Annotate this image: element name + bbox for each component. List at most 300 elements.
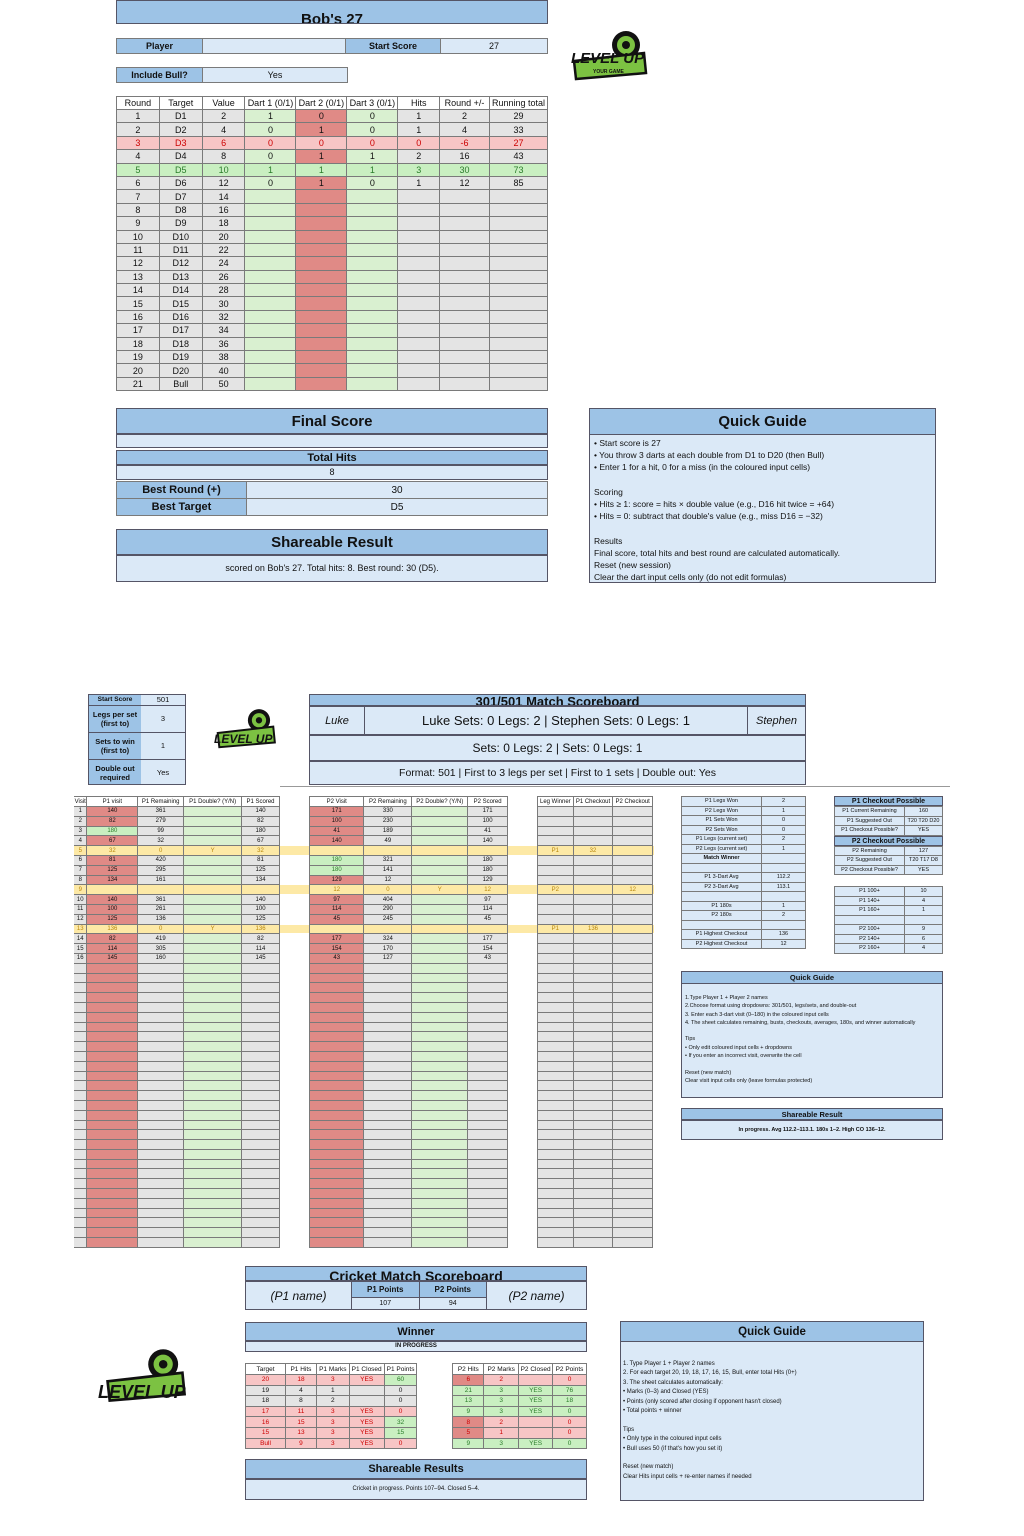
table-cell[interactable]: 180 bbox=[310, 855, 364, 865]
table-cell[interactable]: 0 bbox=[245, 136, 296, 149]
table-cell[interactable] bbox=[412, 1110, 468, 1120]
stat-row bbox=[835, 925, 943, 935]
table-cell[interactable] bbox=[184, 1042, 242, 1052]
table-cell[interactable] bbox=[184, 1012, 242, 1022]
table-cell[interactable]: 81 bbox=[87, 855, 138, 865]
table-cell[interactable] bbox=[296, 364, 347, 377]
cricket-p1-name[interactable]: (P1 name) bbox=[246, 1282, 352, 1309]
table-cell[interactable] bbox=[310, 1051, 364, 1061]
table-cell[interactable] bbox=[87, 1012, 138, 1022]
table-cell[interactable]: 177 bbox=[310, 934, 364, 944]
table-cell[interactable] bbox=[310, 1012, 364, 1022]
table-cell[interactable] bbox=[184, 1179, 242, 1189]
include-bull-select[interactable]: Yes bbox=[203, 68, 348, 83]
table-cell[interactable] bbox=[347, 230, 398, 243]
table-cell[interactable] bbox=[310, 1061, 364, 1071]
table-cell[interactable] bbox=[412, 953, 468, 963]
table-cell[interactable]: Y bbox=[412, 885, 468, 895]
table-cell[interactable]: 41 bbox=[310, 826, 364, 836]
column-header: P2 Scored bbox=[468, 797, 508, 807]
table-cell[interactable] bbox=[296, 257, 347, 270]
table-cell[interactable] bbox=[347, 364, 398, 377]
table-cell bbox=[440, 203, 490, 216]
table-cell[interactable]: 1 bbox=[245, 163, 296, 176]
table-cell[interactable] bbox=[184, 904, 242, 914]
table-cell bbox=[538, 1169, 574, 1179]
table-cell[interactable]: 145 bbox=[87, 953, 138, 963]
table-cell[interactable] bbox=[87, 1091, 138, 1101]
table-cell[interactable]: 134 bbox=[87, 875, 138, 885]
table-cell[interactable] bbox=[347, 324, 398, 337]
table-cell[interactable] bbox=[310, 1120, 364, 1130]
table-cell[interactable]: 129 bbox=[310, 875, 364, 885]
table-cell[interactable]: 13 bbox=[286, 1427, 317, 1438]
table-cell[interactable] bbox=[87, 1002, 138, 1012]
table-cell[interactable] bbox=[296, 243, 347, 256]
table-cell[interactable] bbox=[412, 983, 468, 993]
table-cell[interactable] bbox=[87, 1061, 138, 1071]
table-cell[interactable] bbox=[296, 217, 347, 230]
logo-subtext: YOUR GAME bbox=[593, 69, 624, 75]
table-cell[interactable] bbox=[184, 895, 242, 905]
table-cell: 32 bbox=[573, 846, 613, 856]
table-cell[interactable] bbox=[184, 1198, 242, 1208]
table-cell[interactable] bbox=[412, 846, 468, 856]
table-cell[interactable] bbox=[310, 1169, 364, 1179]
table-cell[interactable] bbox=[412, 895, 468, 905]
stat-label: P2 Remaining bbox=[835, 846, 905, 856]
table-cell[interactable] bbox=[310, 1189, 364, 1199]
table-cell[interactable] bbox=[184, 1238, 242, 1248]
p1-name[interactable]: Luke bbox=[310, 707, 365, 734]
table-cell[interactable] bbox=[412, 1091, 468, 1101]
table-cell[interactable] bbox=[87, 1159, 138, 1169]
table-cell[interactable]: 32 bbox=[87, 846, 138, 856]
table-cell[interactable] bbox=[245, 270, 296, 283]
table-cell[interactable] bbox=[412, 1169, 468, 1179]
table-cell[interactable]: 140 bbox=[87, 807, 138, 817]
table-cell[interactable]: 154 bbox=[310, 944, 364, 954]
table-cell[interactable] bbox=[310, 1071, 364, 1081]
table-cell[interactable] bbox=[184, 1002, 242, 1012]
table-cell[interactable] bbox=[310, 846, 364, 856]
table-cell[interactable] bbox=[310, 1228, 364, 1238]
table-cell[interactable]: 1 bbox=[347, 163, 398, 176]
table-cell[interactable] bbox=[412, 807, 468, 817]
table-cell[interactable] bbox=[245, 297, 296, 310]
table-cell[interactable] bbox=[310, 1159, 364, 1169]
table-cell[interactable] bbox=[412, 1100, 468, 1110]
table-cell[interactable] bbox=[412, 1012, 468, 1022]
table-cell[interactable] bbox=[184, 875, 242, 885]
table-cell[interactable] bbox=[412, 1218, 468, 1228]
table-cell[interactable]: 1 bbox=[296, 150, 347, 163]
table-cell[interactable] bbox=[184, 1061, 242, 1071]
table-cell[interactable] bbox=[310, 1042, 364, 1052]
settings-value[interactable]: 1 bbox=[141, 732, 185, 759]
table-row bbox=[538, 895, 653, 905]
bobs27-header-row bbox=[117, 97, 548, 110]
table-cell[interactable] bbox=[87, 1042, 138, 1052]
table-cell[interactable]: 82 bbox=[87, 816, 138, 826]
table-cell[interactable] bbox=[87, 1208, 138, 1218]
table-cell[interactable]: 0 bbox=[296, 136, 347, 149]
table-cell[interactable]: 11 bbox=[286, 1406, 317, 1417]
table-cell[interactable] bbox=[412, 1189, 468, 1199]
table-cell[interactable] bbox=[184, 1189, 242, 1199]
table-cell[interactable] bbox=[87, 1189, 138, 1199]
table-cell[interactable]: 1 bbox=[296, 163, 347, 176]
table-cell[interactable] bbox=[310, 1110, 364, 1120]
table-cell[interactable]: 125 bbox=[87, 914, 138, 924]
table-cell[interactable] bbox=[412, 1042, 468, 1052]
table-cell[interactable] bbox=[184, 1081, 242, 1091]
table-cell[interactable] bbox=[245, 230, 296, 243]
table-cell[interactable] bbox=[310, 1179, 364, 1189]
table-cell[interactable]: 15 bbox=[286, 1417, 317, 1428]
table-cell[interactable]: 5 bbox=[453, 1427, 484, 1438]
table-cell[interactable] bbox=[412, 816, 468, 826]
table-cell[interactable] bbox=[87, 1120, 138, 1130]
table-cell[interactable] bbox=[184, 1022, 242, 1032]
table-cell[interactable] bbox=[245, 217, 296, 230]
table-cell[interactable]: 114 bbox=[87, 944, 138, 954]
table-row bbox=[117, 337, 548, 350]
table-cell[interactable] bbox=[412, 1061, 468, 1071]
table-cell[interactable] bbox=[184, 983, 242, 993]
table-cell[interactable] bbox=[412, 924, 468, 934]
table-cell[interactable] bbox=[412, 904, 468, 914]
table-cell[interactable]: 0 bbox=[245, 176, 296, 189]
stat-row bbox=[835, 865, 943, 875]
table-cell[interactable]: 82 bbox=[87, 934, 138, 944]
table-cell[interactable] bbox=[296, 377, 347, 390]
table-cell[interactable]: 8 bbox=[286, 1396, 317, 1407]
table-cell[interactable]: 0 bbox=[296, 110, 347, 123]
table-cell[interactable] bbox=[310, 1238, 364, 1248]
table-cell[interactable]: 9 bbox=[286, 1438, 317, 1449]
table-cell[interactable] bbox=[310, 973, 364, 983]
table-cell[interactable] bbox=[310, 1140, 364, 1150]
table-cell[interactable] bbox=[184, 816, 242, 826]
table-cell[interactable] bbox=[412, 1238, 468, 1248]
table-cell[interactable] bbox=[412, 1120, 468, 1130]
empty-row bbox=[538, 1071, 653, 1081]
table-cell[interactable]: 180 bbox=[310, 865, 364, 875]
start-score-value[interactable]: 27 bbox=[441, 39, 548, 54]
table-cell[interactable] bbox=[245, 377, 296, 390]
table-cell[interactable] bbox=[87, 1110, 138, 1120]
table-cell[interactable] bbox=[87, 963, 138, 973]
table-cell[interactable] bbox=[184, 865, 242, 875]
cricket-table bbox=[245, 1363, 587, 1449]
table-cell[interactable]: 67 bbox=[87, 836, 138, 846]
stat-row bbox=[835, 816, 943, 826]
table-cell[interactable]: 1 bbox=[245, 110, 296, 123]
table-cell[interactable]: 100 bbox=[310, 816, 364, 826]
table-cell[interactable] bbox=[310, 1002, 364, 1012]
settings-value[interactable]: Yes bbox=[141, 759, 185, 785]
table-cell[interactable]: 45 bbox=[310, 914, 364, 924]
table-cell[interactable] bbox=[245, 243, 296, 256]
table-cell[interactable] bbox=[347, 297, 398, 310]
table-cell[interactable] bbox=[412, 1081, 468, 1091]
table-cell[interactable] bbox=[184, 1110, 242, 1120]
table-cell[interactable]: 18 bbox=[286, 1375, 317, 1386]
table-cell[interactable]: 140 bbox=[310, 836, 364, 846]
column-header: P1 Points bbox=[384, 1364, 417, 1375]
table-cell[interactable] bbox=[87, 1238, 138, 1248]
table-cell[interactable] bbox=[296, 270, 347, 283]
table-cell[interactable]: 1 bbox=[347, 150, 398, 163]
table-cell[interactable] bbox=[412, 826, 468, 836]
table-cell[interactable] bbox=[87, 1081, 138, 1091]
table-cell[interactable] bbox=[310, 1208, 364, 1218]
table-cell[interactable]: 1 bbox=[296, 176, 347, 189]
table-cell[interactable] bbox=[412, 973, 468, 983]
table-cell[interactable] bbox=[87, 993, 138, 1003]
table-cell[interactable] bbox=[184, 1149, 242, 1159]
table-cell: 140 bbox=[468, 836, 508, 846]
table-cell[interactable] bbox=[347, 203, 398, 216]
table-cell[interactable] bbox=[347, 243, 398, 256]
table-cell[interactable] bbox=[87, 973, 138, 983]
table-cell[interactable] bbox=[347, 217, 398, 230]
table-cell[interactable]: 0 bbox=[347, 110, 398, 123]
table-cell[interactable] bbox=[184, 836, 242, 846]
table-cell[interactable] bbox=[184, 855, 242, 865]
table-cell[interactable] bbox=[87, 1032, 138, 1042]
table-cell[interactable]: 13 bbox=[453, 1396, 484, 1407]
table-cell[interactable] bbox=[184, 1091, 242, 1101]
table-cell[interactable] bbox=[310, 1218, 364, 1228]
table-cell[interactable]: 12 bbox=[310, 885, 364, 895]
table-cell[interactable] bbox=[184, 934, 242, 944]
settings-value[interactable]: 3 bbox=[141, 705, 185, 732]
empty-row bbox=[310, 1120, 508, 1130]
table-cell[interactable] bbox=[245, 364, 296, 377]
table-cell[interactable] bbox=[87, 1149, 138, 1159]
table-cell[interactable] bbox=[412, 1149, 468, 1159]
table-cell[interactable] bbox=[310, 1130, 364, 1140]
table-cell[interactable] bbox=[184, 885, 242, 895]
table-cell: 3 bbox=[316, 1427, 349, 1438]
table-cell[interactable] bbox=[296, 337, 347, 350]
table-cell[interactable] bbox=[245, 337, 296, 350]
table-cell[interactable]: 8 bbox=[453, 1417, 484, 1428]
table-cell[interactable]: 125 bbox=[87, 865, 138, 875]
table-cell bbox=[573, 875, 613, 885]
table-cell bbox=[242, 1061, 280, 1071]
table-cell[interactable]: Y bbox=[184, 846, 242, 856]
table-cell[interactable] bbox=[245, 190, 296, 203]
table-cell[interactable] bbox=[310, 1100, 364, 1110]
table-cell[interactable] bbox=[347, 284, 398, 297]
table-cell[interactable] bbox=[87, 885, 138, 895]
table-cell[interactable] bbox=[310, 1032, 364, 1042]
table-cell[interactable] bbox=[310, 1081, 364, 1091]
p1-checkout-title: P1 Checkout Possible bbox=[834, 796, 943, 806]
table-cell[interactable] bbox=[87, 1051, 138, 1061]
table-cell[interactable] bbox=[412, 855, 468, 865]
table-cell[interactable]: 0 bbox=[245, 150, 296, 163]
table-cell[interactable] bbox=[184, 1208, 242, 1218]
table-cell bbox=[468, 1012, 508, 1022]
table-cell[interactable] bbox=[296, 351, 347, 364]
table-cell bbox=[613, 1061, 653, 1071]
column-header: Leg Winner bbox=[538, 797, 574, 807]
table-cell[interactable] bbox=[310, 983, 364, 993]
table-cell[interactable] bbox=[87, 1179, 138, 1189]
table-cell[interactable]: 100 bbox=[87, 904, 138, 914]
table-cell[interactable] bbox=[310, 1022, 364, 1032]
table-cell[interactable] bbox=[184, 1130, 242, 1140]
table-cell: YES bbox=[349, 1375, 384, 1386]
table-cell[interactable] bbox=[310, 963, 364, 973]
table-cell[interactable] bbox=[347, 377, 398, 390]
table-cell[interactable] bbox=[184, 953, 242, 963]
table-cell[interactable] bbox=[412, 875, 468, 885]
table-cell[interactable] bbox=[412, 1159, 468, 1169]
table-cell bbox=[468, 973, 508, 983]
table-cell[interactable]: 1 bbox=[296, 123, 347, 136]
table-cell[interactable] bbox=[310, 993, 364, 1003]
table-cell[interactable] bbox=[412, 836, 468, 846]
table-cell[interactable] bbox=[310, 924, 364, 934]
table-cell[interactable] bbox=[412, 1179, 468, 1189]
table-cell[interactable] bbox=[412, 865, 468, 875]
table-cell[interactable]: 0 bbox=[347, 123, 398, 136]
table-cell[interactable] bbox=[310, 1149, 364, 1159]
table-cell[interactable] bbox=[245, 257, 296, 270]
table-cell[interactable]: 180 bbox=[87, 826, 138, 836]
settings-value[interactable]: 501 bbox=[141, 695, 185, 705]
table-cell[interactable] bbox=[347, 351, 398, 364]
table-cell[interactable] bbox=[347, 257, 398, 270]
table-cell[interactable] bbox=[412, 1140, 468, 1150]
table-cell[interactable]: 4 bbox=[286, 1385, 317, 1396]
cricket-p2-name[interactable]: (P2 name) bbox=[486, 1282, 586, 1309]
table-cell[interactable] bbox=[184, 1100, 242, 1110]
table-cell[interactable] bbox=[245, 203, 296, 216]
table-cell[interactable] bbox=[87, 1218, 138, 1228]
table-cell[interactable] bbox=[245, 324, 296, 337]
table-cell[interactable] bbox=[87, 1198, 138, 1208]
guide-line: 3. The sheet calculates automatically: bbox=[623, 1379, 723, 1386]
player-input[interactable] bbox=[203, 39, 346, 54]
table-cell[interactable] bbox=[184, 973, 242, 983]
table-cell[interactable] bbox=[412, 963, 468, 973]
table-cell[interactable] bbox=[347, 270, 398, 283]
table-cell[interactable] bbox=[296, 324, 347, 337]
table-cell[interactable]: 9 bbox=[453, 1406, 484, 1417]
table-cell[interactable] bbox=[412, 914, 468, 924]
table-cell[interactable] bbox=[184, 1159, 242, 1169]
table-cell[interactable] bbox=[296, 284, 347, 297]
table-cell[interactable] bbox=[87, 1169, 138, 1179]
table-cell[interactable] bbox=[296, 203, 347, 216]
table-cell[interactable] bbox=[184, 1169, 242, 1179]
table-cell[interactable] bbox=[184, 993, 242, 1003]
table-cell[interactable] bbox=[87, 1140, 138, 1150]
table-cell[interactable] bbox=[412, 1032, 468, 1042]
table-cell[interactable] bbox=[310, 1198, 364, 1208]
table-cell[interactable]: 43 bbox=[310, 953, 364, 963]
table-cell[interactable]: Y bbox=[184, 924, 242, 934]
table-cell[interactable]: 0 bbox=[347, 176, 398, 189]
table-cell[interactable] bbox=[245, 284, 296, 297]
table-cell[interactable] bbox=[412, 1051, 468, 1061]
table-cell[interactable] bbox=[347, 190, 398, 203]
table-cell[interactable]: 140 bbox=[87, 895, 138, 905]
table-cell[interactable] bbox=[296, 190, 347, 203]
table-cell[interactable]: 0 bbox=[245, 123, 296, 136]
table-cell[interactable] bbox=[184, 944, 242, 954]
table-cell[interactable] bbox=[184, 963, 242, 973]
bobs27-shareable-text: scored on Bob's 27. Total hits: 8. Best round: 30 (D5). bbox=[116, 555, 548, 582]
table-cell[interactable] bbox=[296, 230, 347, 243]
table-cell: 19 bbox=[246, 1385, 286, 1396]
table-cell[interactable] bbox=[184, 1218, 242, 1228]
table-cell[interactable] bbox=[87, 1100, 138, 1110]
table-cell[interactable] bbox=[184, 826, 242, 836]
table-cell[interactable] bbox=[87, 1228, 138, 1238]
p2-name[interactable]: Stephen bbox=[747, 707, 805, 734]
table-cell[interactable] bbox=[245, 351, 296, 364]
table-cell[interactable] bbox=[412, 1022, 468, 1032]
table-cell[interactable] bbox=[87, 1130, 138, 1140]
table-cell[interactable]: 9 bbox=[453, 1438, 484, 1449]
table-cell[interactable] bbox=[412, 1198, 468, 1208]
table-cell[interactable] bbox=[184, 1120, 242, 1130]
table-cell[interactable]: 21 bbox=[453, 1385, 484, 1396]
table-cell[interactable] bbox=[184, 914, 242, 924]
table-cell[interactable] bbox=[184, 807, 242, 817]
table-cell[interactable]: 6 bbox=[453, 1375, 484, 1386]
table-cell[interactable] bbox=[412, 944, 468, 954]
table-cell[interactable] bbox=[412, 1002, 468, 1012]
table-cell[interactable] bbox=[412, 1228, 468, 1238]
table-cell[interactable] bbox=[412, 1130, 468, 1140]
table-cell[interactable]: 0 bbox=[347, 136, 398, 149]
table-cell[interactable]: 136 bbox=[87, 924, 138, 934]
table-cell[interactable] bbox=[87, 1071, 138, 1081]
table-cell[interactable] bbox=[184, 1228, 242, 1238]
table-cell[interactable] bbox=[412, 993, 468, 1003]
table-cell[interactable] bbox=[184, 1032, 242, 1042]
table-cell[interactable]: 97 bbox=[310, 895, 364, 905]
table-cell[interactable] bbox=[87, 1022, 138, 1032]
table-cell[interactable] bbox=[412, 1208, 468, 1218]
table-cell[interactable] bbox=[412, 1071, 468, 1081]
table-cell[interactable] bbox=[296, 297, 347, 310]
table-cell[interactable] bbox=[347, 310, 398, 323]
table-cell[interactable] bbox=[412, 934, 468, 944]
table-cell[interactable] bbox=[87, 983, 138, 993]
table-cell[interactable]: 114 bbox=[310, 904, 364, 914]
table-cell bbox=[468, 1071, 508, 1081]
table-cell[interactable] bbox=[184, 1071, 242, 1081]
table-cell[interactable] bbox=[310, 1091, 364, 1101]
match-name-row bbox=[309, 706, 806, 735]
table-cell[interactable]: 171 bbox=[310, 807, 364, 817]
table-cell[interactable] bbox=[245, 310, 296, 323]
table-cell[interactable] bbox=[184, 1051, 242, 1061]
table-cell[interactable] bbox=[347, 337, 398, 350]
table-cell: 2 bbox=[316, 1396, 349, 1407]
table-cell[interactable] bbox=[296, 310, 347, 323]
table-cell[interactable] bbox=[184, 1140, 242, 1150]
